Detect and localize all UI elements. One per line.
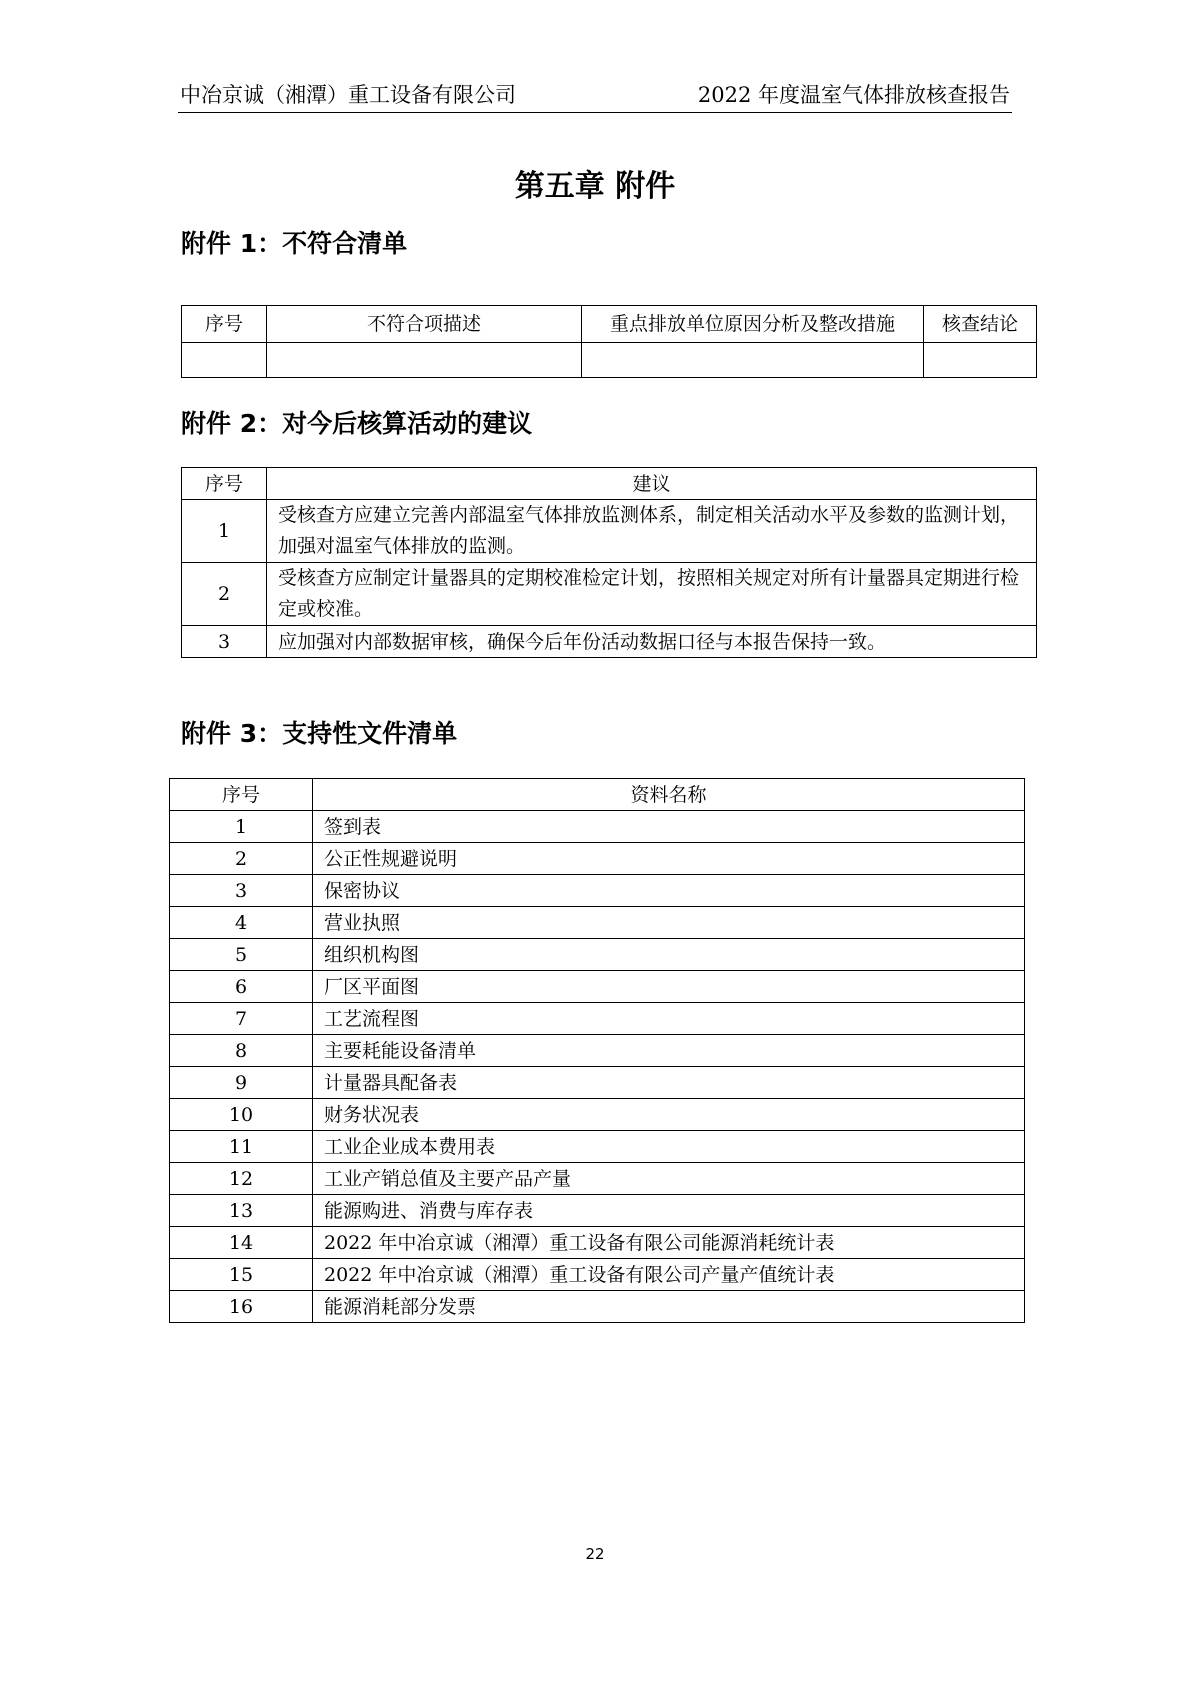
table-cell [924, 343, 1037, 378]
page-number: 22 [585, 1545, 605, 1563]
row-number: 14 [170, 1227, 313, 1259]
document-name: 组织机构图 [313, 939, 1025, 971]
table-header-row [182, 468, 1037, 500]
table-row [170, 907, 1025, 939]
table-row [170, 1195, 1025, 1227]
table-row [170, 1099, 1025, 1131]
document-name: 能源消耗部分发票 [313, 1291, 1025, 1323]
document-name: 能源购进、消费与库存表 [313, 1195, 1025, 1227]
row-number: 5 [170, 939, 313, 971]
table-row [170, 939, 1025, 971]
header-report-title: 2022 年度温室气体排放核查报告 [697, 83, 1010, 107]
row-number: 11 [170, 1131, 313, 1163]
table-row [170, 1291, 1025, 1323]
row-number: 10 [170, 1099, 313, 1131]
row-number: 13 [170, 1195, 313, 1227]
document-name: 财务状况表 [313, 1099, 1025, 1131]
table-row [170, 1067, 1025, 1099]
table-header-row [182, 306, 1037, 343]
recommendation-text: 受核查方应建立完善内部温室气体排放监测体系，制定相关活动水平及参数的监测计划，加强对温室气体排放的监测。 [267, 500, 1037, 563]
table-row [170, 1035, 1025, 1067]
table-row [170, 811, 1025, 843]
table-row [170, 971, 1025, 1003]
attachment1-title: 附件 1：不符合清单 [181, 229, 408, 258]
row-number: 15 [170, 1259, 313, 1291]
document-name: 营业执照 [313, 907, 1025, 939]
table-row [170, 1227, 1025, 1259]
table-cell [267, 343, 582, 378]
column-header: 建议 [267, 468, 1037, 500]
column-header: 重点排放单位原因分析及整改措施 [582, 306, 924, 343]
attachment3-title: 附件 3：支持性文件清单 [181, 719, 458, 748]
table-cell [582, 343, 924, 378]
recommendation-text: 应加强对内部数据审核，确保今后年份活动数据口径与本报告保持一致。 [267, 626, 1037, 658]
table-row [170, 1131, 1025, 1163]
attachment2-title: 附件 2：对今后核算活动的建议 [181, 409, 533, 438]
column-header: 序号 [170, 779, 313, 811]
table-row [170, 1163, 1025, 1195]
row-number: 2 [170, 843, 313, 875]
document-name: 工艺流程图 [313, 1003, 1025, 1035]
document-name: 厂区平面图 [313, 971, 1025, 1003]
table-row [182, 500, 1037, 563]
column-header: 序号 [182, 306, 267, 343]
row-number: 3 [182, 626, 267, 658]
recommendation-text: 受核查方应制定计量器具的定期校准检定计划，按照相关规定对所有计量器具定期进行检定或校准。 [267, 563, 1037, 626]
table-cell [182, 343, 267, 378]
row-number: 1 [182, 500, 267, 563]
document-name: 签到表 [313, 811, 1025, 843]
table-row [170, 875, 1025, 907]
document-name: 工业企业成本费用表 [313, 1131, 1025, 1163]
document-name: 公正性规避说明 [313, 843, 1025, 875]
table-row [182, 343, 1037, 378]
row-number: 3 [170, 875, 313, 907]
row-number: 12 [170, 1163, 313, 1195]
row-number: 4 [170, 907, 313, 939]
table-header-row [170, 779, 1025, 811]
table-row [170, 1003, 1025, 1035]
page-header [178, 78, 1012, 113]
document-name: 保密协议 [313, 875, 1025, 907]
row-number: 6 [170, 971, 313, 1003]
column-header: 序号 [182, 468, 267, 500]
row-number: 2 [182, 563, 267, 626]
document-name: 工业产销总值及主要产品产量 [313, 1163, 1025, 1195]
row-number: 9 [170, 1067, 313, 1099]
table-row [182, 563, 1037, 626]
column-header: 不符合项描述 [267, 306, 582, 343]
row-number: 7 [170, 1003, 313, 1035]
column-header: 资料名称 [313, 779, 1025, 811]
chapter-title: 第五章 附件 [514, 169, 676, 204]
table-row [182, 626, 1037, 658]
header-company: 中冶京诚（湘潭）重工设备有限公司 [180, 83, 516, 107]
table-row [170, 843, 1025, 875]
table-row [170, 1259, 1025, 1291]
document-name: 2022 年中冶京诚（湘潭）重工设备有限公司能源消耗统计表 [313, 1227, 1025, 1259]
recommendations-table [181, 467, 1037, 658]
column-header: 核查结论 [924, 306, 1037, 343]
row-number: 16 [170, 1291, 313, 1323]
supporting-documents-table [169, 778, 1025, 1323]
document-name: 计量器具配备表 [313, 1067, 1025, 1099]
row-number: 1 [170, 811, 313, 843]
nonconformity-table [181, 305, 1037, 378]
document-name: 2022 年中冶京诚（湘潭）重工设备有限公司产量产值统计表 [313, 1259, 1025, 1291]
document-name: 主要耗能设备清单 [313, 1035, 1025, 1067]
row-number: 8 [170, 1035, 313, 1067]
